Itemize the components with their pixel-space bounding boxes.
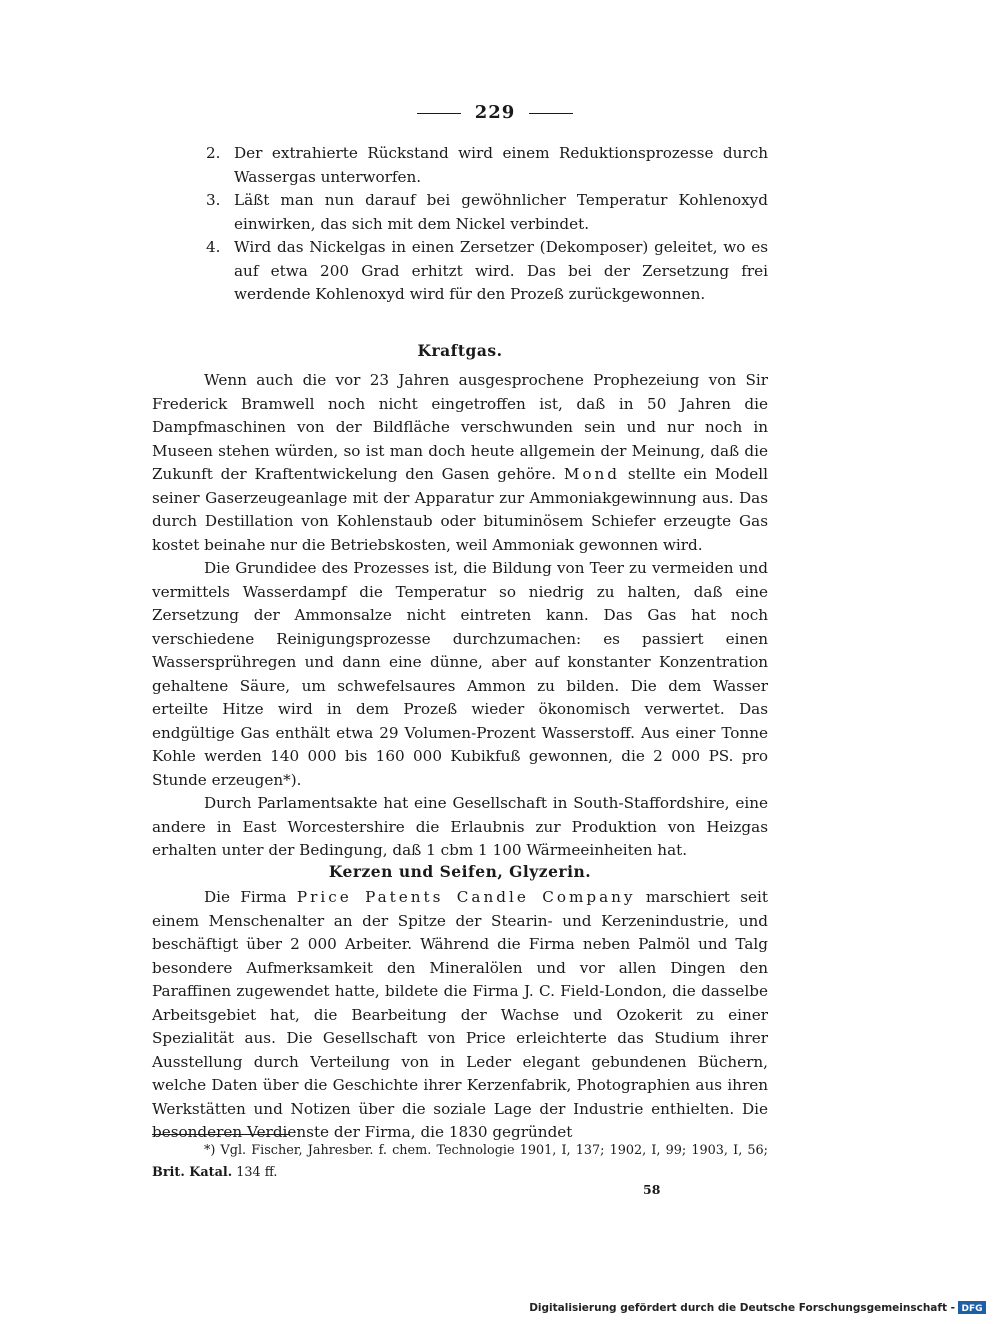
paragraph: Die Firma Price Patents Candle Company marschiert seit einem Menschenalter an der Spitze der Stearin- und Kerzenindustrie, und beschäftigt über 2 000 Arbeiter. Während die Firma neben Palmöl und Talg besondere Aufmerksamkeit den Mineralölen und vor allen Dingen den Paraffinen zugewendet hatte, bildete die Firma J. C. Field-London, die dasselbe Arbeitsgebiet hat, die Bearbeitung der Wachse und Ozokerit zu einer Spezialität aus. Die Gesellschaft von Price erleichterte das Studium ihrer Ausstellung durch Verteilung von in Leder elegant gebundenen Büchern, welche Daten über die Geschichte ihrer Kerzenfabrik, Photographien aus ihren Werkstätten und Notizen über die soziale Lage der Industrie enthielten. Die besonderen Verdienste der Firma, die 1830 gegründet [152,888,768,1141]
list-item-text: Wird das Nickelgas in einen Zersetzer (Dekomposer) geleitet, wo es auf etwa 200 Grad erhitzt wird. Das bei der Zersetzung frei werdende Kohlenoxyd wird für den Prozeß zurückgewonnen. [234,238,768,303]
list-item-number: 4. [206,238,221,256]
page-number-dash-right [529,113,573,114]
paragraph: Durch Parlamentsakte hat eine Gesellschaft in South-Staffordshire, eine andere in East Worcestershire die Erlaubnis zur Produktion von Heizgas erhalten unter der Bedingung, daß 1 cbm 1 100 Wärmeeinheiten hat. [152,794,768,859]
list-item-number: 3. [206,191,221,209]
paragraph: Wenn auch die vor 23 Jahren ausgesprochene Prophezeiung von Sir Frederick Bramwell noch nicht eingetroffen ist, daß in 50 Jahren die Dampfmaschinen von der Bildfläche verschwunden sein und nur noch in Museen stehen würden, so ist man doch heute allgemein der Meinung, daß die Zukunft der Kraftentwickelung den Gasen gehöre. Mond stellte ein Modell seiner Gaserzeugeanlage mit der Apparatur zur Ammoniakgewinnung aus. Das durch Destillation von Kohlenstaub oder bituminösem Schiefer erzeugte Gas kostet beinahe nur die Betriebskosten, weil Ammoniak gewonnen wird. [152,371,769,554]
section-kerzen-body [152,886,768,1145]
section-kraftgas-body [152,369,768,863]
dfg-logo-icon [958,1301,986,1314]
footnote: *) Vgl. Fischer, Jahresber. f. chem. Technologie 1901, I, 137; 1902, I, 99; 1903, I, 56; Brit. Katal. 134 ff. [152,1143,768,1180]
section-heading-kerzen: Kerzen und Seifen, Glyzerin. [328,862,592,881]
paragraph: Die Grundidee des Prozesses ist, die Bildung von Teer zu vermeiden und vermittels Wasserdampf die Temperatur so niedrig zu halten, daß eine Zersetzung der Ammonsalze nicht eintreten kann. Das Gas hat noch verschiedene Reinigungsprozesse durchzumachen: es passiert einen Wassersprühregen und dann eine dünne, aber auf konstanter Konzentration gehaltene Säure, um schwefelsaures Ammon zu bilden. Die dem Wasser erteilte Hitze wird in dem Prozeß wieder ökonomisch verwertet. Das endgültige Gas enthält etwa 29 Volumen-Prozent Wasserstoff. Aus einer Tonne Kohle werden 140 000 bis 160 000 Kubikfuß gewonnen, die 2 000 PS. pro Stunde erzeugen*). [152,559,768,789]
list-item [152,142,768,189]
credit-text: Digitalisierung gefördert durch die Deutsche Forschungsgemeinschaft - [529,1301,955,1314]
list-item-text: Läßt man nun darauf bei gewöhnlicher Temperatur Kohlenoxyd einwirken, das sich mit dem Nickel verbindet. [234,191,768,233]
numbered-list [152,142,768,307]
list-item-number: 2. [206,144,221,162]
dfg-logo-text: DFG [961,1304,983,1314]
page-number: 229 [0,102,990,123]
spaced-name: Mond [563,465,621,483]
list-item [152,236,768,307]
list-item-text: Der extrahierte Rückstand wird einem Reduktionsprozesse durch Wassergas unterworfen. [234,144,768,186]
digitization-credit [529,1301,986,1314]
printer-signature: 58 [643,1182,661,1197]
spaced-name: Price Patents Candle Company [296,888,636,906]
footnote-rule [152,1134,290,1135]
page-number-dash-left [417,113,461,114]
section-heading-kraftgas: Kraftgas. [417,341,503,360]
list-item [152,189,768,236]
